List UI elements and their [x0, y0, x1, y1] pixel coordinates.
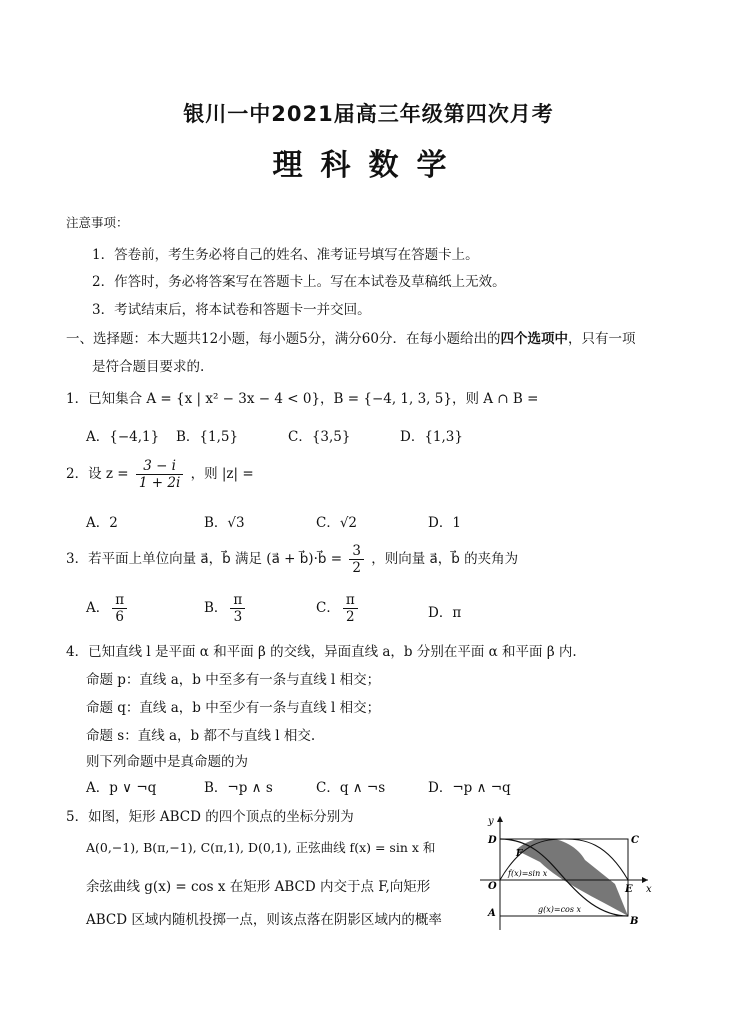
q5-line-3: 余弦曲线 g(x) = cos x 在矩形 ABCD 内交于点 F,向矩形	[86, 879, 431, 895]
q2-prefix: 2．设 z =	[66, 466, 129, 482]
q3-option-a	[86, 592, 130, 625]
q2-option-a: A．2	[86, 515, 118, 531]
q2-option-c: C．√2	[316, 515, 358, 531]
q3-option-b-den: 3	[233, 609, 243, 625]
q4-prop-p: 命题 p：直线 a，b 中至多有一条与直线 l 相交；	[86, 672, 381, 688]
q3-option-a-label: A．	[86, 600, 110, 616]
q3-suffix: ，则向量 a⃗，b⃗ 的夹角为	[371, 551, 519, 567]
q3-option-b	[204, 592, 248, 625]
subject-title: 理科数学	[272, 148, 465, 183]
section1-text-c: ，只有一项	[567, 331, 636, 347]
q3-option-b-frac	[230, 592, 245, 625]
label-d: D	[488, 835, 497, 846]
q3-option-c	[316, 592, 361, 625]
q2-fraction	[136, 458, 183, 491]
notice-item-2: 2．作答时，务必将答案写在答题卡上。写在本试卷及草稿纸上无效。	[92, 274, 506, 290]
q3-option-a-num: π	[112, 592, 127, 609]
q3-numerator: 3	[349, 543, 364, 560]
q3-option-c-num: π	[343, 592, 358, 609]
label-e: E	[625, 884, 633, 895]
q3-option-b-num: π	[230, 592, 245, 609]
q5-line-4: ABCD 区域内随机投掷一点，则该点落在阴影区域内的概率	[86, 912, 442, 928]
label-f-func: f(x)=sin x	[508, 869, 548, 878]
q2-stem	[66, 458, 254, 491]
q2-option-b: B．√3	[204, 515, 245, 531]
q3-option-a-frac	[112, 592, 127, 625]
q3-option-c-frac	[343, 592, 358, 625]
label-a: A	[488, 908, 496, 919]
label-x: x	[646, 884, 652, 895]
q1-option-b: B．{1,5}	[176, 429, 239, 445]
notice-item-3: 3．考试结束后，将本试卷和答题卡一并交回。	[92, 302, 371, 318]
q5-figure	[470, 812, 655, 934]
q3-option-c-den: 2	[345, 609, 355, 625]
q2-denominator: 1 + 2i	[138, 475, 181, 491]
q5-line-1: 5．如图，矩形 ABCD 的四个顶点的坐标分别为	[66, 809, 354, 825]
label-y: y	[488, 816, 494, 827]
q3-option-d-label: D．	[428, 605, 453, 621]
q2-option-d: D．1	[428, 515, 461, 531]
notice-item-1: 1．答卷前，考生务必将自己的姓名、准考证号填写在答题卡上。	[92, 247, 479, 263]
y-axis-arrow	[497, 816, 503, 822]
section1-text-a: 一、选择题：本大题共12小题，每小题5分，满分60分．在每小题给出的	[66, 331, 501, 347]
q3-option-c-label: C．	[316, 600, 340, 616]
label-f: F	[516, 849, 523, 859]
q4-option-b: B．¬p ∧ s	[204, 780, 273, 796]
x-axis-arrow	[642, 877, 648, 883]
q4-option-c: C．q ∧ ¬s	[316, 780, 386, 796]
q2-suffix: ，则 |z| =	[190, 466, 254, 482]
label-c: C	[631, 835, 639, 846]
q1-option-a: A．{−4,1}	[86, 429, 160, 445]
q4-option-d: D．¬p ∧ ¬q	[428, 780, 511, 796]
section1-intro	[66, 327, 635, 347]
q4-prop-q: 命题 q：直线 a，b 中至少有一条与直线 l 相交；	[86, 700, 381, 716]
q3-fraction	[349, 543, 364, 576]
exam-title: 银川一中2021届高三年级第四次月考	[183, 102, 554, 126]
q4-stem: 4．已知直线 l 是平面 α 和平面 β 的交线，异面直线 a，b 分别在平面 α 和平面 β 内.	[66, 644, 577, 660]
q4-ask: 则下列命题中是真命题的为	[86, 754, 248, 770]
q3-stem	[66, 543, 518, 576]
q3-option-b-label: B．	[204, 600, 228, 616]
q5-line-2: A(0,−1), B(π,−1), C(π,1), D(0,1), 正弦曲线 f(x) = sin x 和	[86, 840, 436, 855]
label-o: O	[488, 881, 497, 892]
q4-option-a: A．p ∨ ¬q	[86, 780, 157, 796]
q3-denominator: 2	[352, 560, 361, 576]
notice-heading: 注意事项：	[66, 215, 129, 230]
q1-option-d: D．{1,3}	[400, 429, 463, 445]
section1-text-bold: 四个选项中	[500, 331, 568, 347]
section1-intro-line2: 是符合题目要求的.	[92, 359, 205, 375]
q1-stem: 1．已知集合 A = {x | x² − 3x − 4 < 0}，B = {−4, 1, 3, 5}，则 A ∩ B =	[66, 391, 539, 407]
label-g-func: g(x)=cos x	[538, 905, 582, 914]
q4-prop-s: 命题 s：直线 a，b 都不与直线 l 相交.	[86, 728, 316, 744]
label-b: B	[630, 916, 639, 927]
q3-option-d	[428, 601, 461, 621]
q3-option-a-den: 6	[115, 609, 124, 625]
q3-option-d-text: π	[452, 605, 462, 621]
q3-prefix: 3．若平面上单位向量 a⃗，b⃗ 满足 (a⃗ + b⃗)·b⃗ =	[66, 551, 343, 567]
q1-option-c: C．{3,5}	[288, 429, 351, 445]
q2-numerator: 3 − i	[136, 458, 183, 475]
